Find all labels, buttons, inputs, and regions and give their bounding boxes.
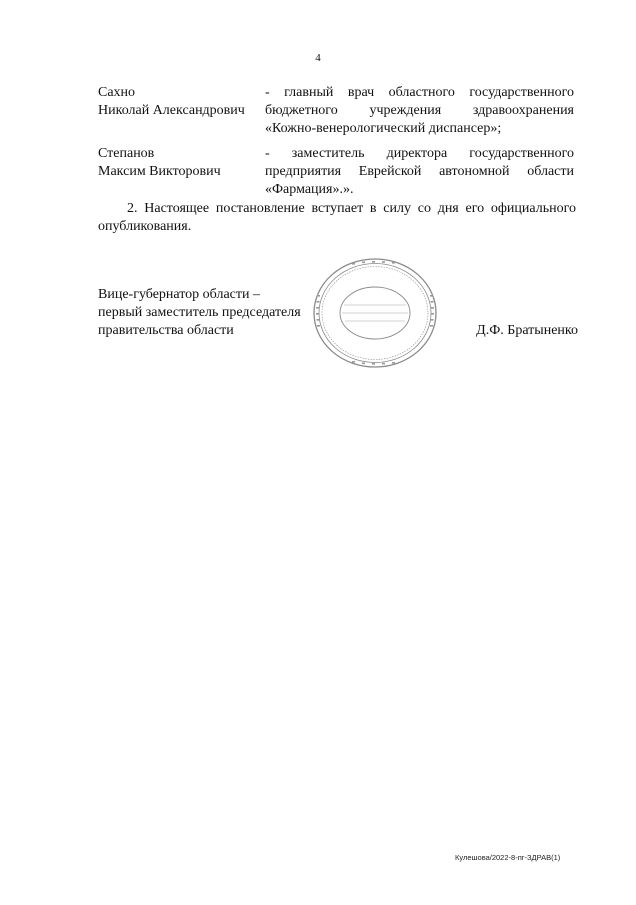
role-line: предприятия Еврейской автономной области	[265, 164, 574, 179]
clause-paragraph	[98, 200, 576, 236]
role-line: - заместитель директора государственного	[265, 146, 574, 161]
role-line: бюджетного учреждения здравоохранения	[265, 103, 574, 118]
member-role	[265, 84, 574, 138]
member-given-names: Николай Александрович	[98, 103, 245, 118]
role-line: «Фармация».».	[265, 182, 354, 197]
document-code: Кулешова/2022-8-пг-ЗДРАВ(1)	[455, 853, 561, 862]
member-name	[98, 145, 263, 181]
signatory-name: Д.Ф. Братыненко	[476, 323, 578, 338]
member-surname: Сахно	[98, 85, 136, 100]
member-entry	[98, 145, 574, 199]
signatory-title-line: правительства области	[98, 323, 234, 338]
member-entry	[98, 84, 574, 138]
signature-block	[98, 286, 576, 340]
member-role	[265, 145, 574, 199]
page-number: 4	[315, 52, 321, 64]
signatory-title-line: Вице-губернатор области –	[98, 287, 260, 302]
signatory-title-line: первый заместитель председателя	[98, 305, 301, 320]
role-line: - главный врач областного государственного	[265, 85, 574, 100]
clause-line: 2. Настоящее постановление вступает в силу со дня его официального	[127, 201, 576, 216]
member-name	[98, 84, 263, 120]
member-surname: Степанов	[98, 146, 155, 161]
clause-line: опубликования.	[98, 219, 192, 234]
member-given-names: Максим Викторович	[98, 164, 221, 179]
role-line: «Кожно-венерологический диспансер»;	[265, 121, 502, 136]
